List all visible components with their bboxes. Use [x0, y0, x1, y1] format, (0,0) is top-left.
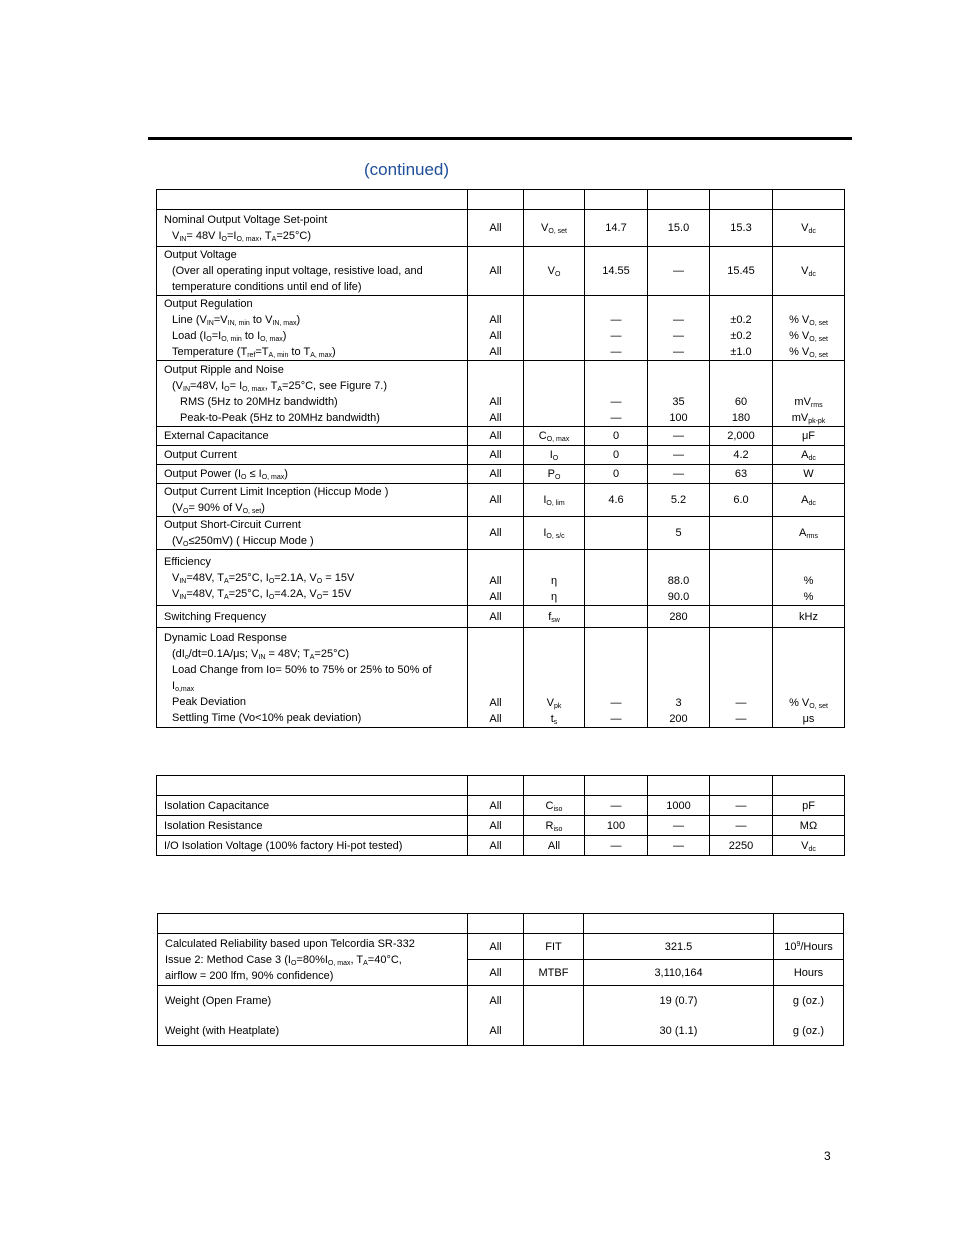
typ-cell: 280 [648, 606, 710, 628]
header-cell [468, 914, 524, 934]
max-cell: — [710, 816, 773, 836]
header-cell [584, 914, 774, 934]
symbol-cell: $C_{O, max}$ [524, 427, 585, 446]
device-cell: All [468, 836, 524, 856]
header-cell [710, 190, 773, 210]
table-row [157, 484, 845, 517]
max-cell: 4.2 [710, 446, 773, 465]
header-cell [158, 914, 468, 934]
symbol-cell: $V_{O, set}$ [524, 210, 585, 247]
parameter-cell: Output Power $(I_O \le I_{O, max})$ [157, 465, 468, 484]
min-cell [585, 606, 648, 628]
unit-cell: $V_{dc}$ [773, 836, 845, 856]
typ-cell: 3 200 [648, 628, 710, 728]
unit-cell: W [773, 465, 845, 484]
max-cell: 15.45 [710, 247, 773, 296]
unit-cell: $A_{rms}$ [773, 517, 845, 550]
min-cell: 14.55 [585, 247, 648, 296]
parameter-cell: Switching Frequency [157, 606, 468, 628]
max-cell: 6.0 [710, 484, 773, 517]
symbol-cell: FIT [524, 934, 584, 960]
typ-cell: — [648, 836, 710, 856]
max-cell: 15.3 [710, 210, 773, 247]
typ-cell: — [648, 816, 710, 836]
unit-cell: % % [773, 550, 845, 606]
unit-cell: $A_{dc}$ [773, 446, 845, 465]
typ-cell: — — — [648, 296, 710, 361]
continued-label: (continued) [364, 160, 450, 179]
header-cell [524, 914, 584, 934]
min-cell: — — [585, 628, 648, 728]
symbol-cell: $C_{iso}$ [524, 796, 585, 816]
symbol-cell: $I_{O, lim}$ [524, 484, 585, 517]
table-row [157, 606, 845, 628]
max-cell [710, 517, 773, 550]
header-cell [468, 190, 524, 210]
header-cell [773, 190, 845, 210]
symbol-cell: MTBF [524, 960, 584, 986]
header-cell [468, 776, 524, 796]
unit-cell: pF [773, 796, 845, 816]
header-cell [157, 776, 468, 796]
table-row [157, 628, 845, 728]
typ-cell: — [648, 465, 710, 484]
max-cell [710, 606, 773, 628]
table-row [157, 210, 845, 247]
symbol-cell: $f_{sw}$ [524, 606, 585, 628]
min-cell: 100 [585, 816, 648, 836]
symbol-cell [524, 986, 584, 1046]
unit-cell: $V_{dc}$ [773, 210, 845, 247]
typ-cell: — [648, 446, 710, 465]
table-row [157, 247, 845, 296]
symbol-cell [524, 296, 585, 361]
symbol-cell: $I_O$ [524, 446, 585, 465]
device-cell: All All [468, 628, 524, 728]
device-cell: All [468, 465, 524, 484]
unit-cell: MΩ [773, 816, 845, 836]
unit-cell: Hours [774, 960, 844, 986]
min-cell: — — [585, 361, 648, 427]
min-cell [585, 550, 648, 606]
parameter-cell: Dynamic Load Response ($dI_o/dt=0.1A/\mu s$; $V_{IN} = 48V$; $T_A=25^\circ C$) Load Change from Io= 50% to 75% or 25% to 50% of $I_{o,max}$ Peak Deviation Settling Time (Vo<10% peak deviation) [157, 628, 468, 728]
device-cell: All [468, 247, 524, 296]
parameter-cell: Output Voltage (Over all operating input voltage, resistive load, and temperature conditions until end of life) [157, 247, 468, 296]
table-row [158, 986, 844, 1046]
min-cell: 0 [585, 427, 648, 446]
symbol-cell: $V_{pk}$ $t_s$ [524, 628, 585, 728]
min-cell: 0 [585, 465, 648, 484]
reliability-parameter-cell: Calculated Reliability based upon Telcordia SR-332 Issue 2: Method Case 3 ($I_O=80\%I_{O, max}$, $T_A=40^\circ C$, airflow = 200 lfm, 90% confidence) [158, 934, 468, 986]
max-cell: 63 [710, 465, 773, 484]
device-cell: All [468, 484, 524, 517]
typ-cell: 88.0 90.0 [648, 550, 710, 606]
max-cell: ±0.2 ±0.2 ±1.0 [710, 296, 773, 361]
device-cell: All [468, 816, 524, 836]
unit-cell: % $V_{O, set}$ % $V_{O, set}$ % $V_{O, set}$ [773, 296, 845, 361]
min-cell: 0 [585, 446, 648, 465]
symbol-cell: $V_O$ [524, 247, 585, 296]
max-cell: 2250 [710, 836, 773, 856]
max-cell: 2,000 [710, 427, 773, 446]
general-specifications-table [157, 913, 844, 1046]
weight-parameter-cell: Weight (Open Frame) Weight (with Heatplate) [158, 986, 468, 1046]
table-header-row [157, 776, 845, 796]
device-cell: All [468, 446, 524, 465]
table-row [157, 836, 845, 856]
header-cell [524, 190, 585, 210]
symbol-cell: All [524, 836, 585, 856]
min-cell: — [585, 836, 648, 856]
header-cell [710, 776, 773, 796]
header-cell [774, 914, 844, 934]
header-cell [585, 190, 648, 210]
symbol-cell: η η [524, 550, 585, 606]
header-cell [648, 776, 710, 796]
unit-cell: μF [773, 427, 845, 446]
symbol-cell [524, 361, 585, 427]
table-row [157, 517, 845, 550]
typ-cell: 5.2 [648, 484, 710, 517]
symbol-cell: $R_{iso}$ [524, 816, 585, 836]
isolation-specifications-table [156, 775, 845, 856]
header-cell [773, 776, 845, 796]
device-cell: All All All [468, 296, 524, 361]
parameter-cell: Output Current [157, 446, 468, 465]
value-cell: 3,110,164 [584, 960, 774, 986]
table-row [157, 465, 845, 484]
unit-cell: $A_{dc}$ [773, 484, 845, 517]
parameter-cell: External Capacitance [157, 427, 468, 446]
device-cell: All [468, 427, 524, 446]
table-header-row [158, 914, 844, 934]
symbol-cell: $P_O$ [524, 465, 585, 484]
symbol-cell: $I_{O, s/c}$ [524, 517, 585, 550]
typ-cell: — [648, 427, 710, 446]
device-cell: All [468, 210, 524, 247]
typ-cell: 1000 [648, 796, 710, 816]
parameter-cell: Output Regulation Line ($V_{IN}=V_{IN, min}$ to $V_{IN, max}$) Load ($I_O=I_{O, min}$ to $I_{O, max}$) Temperature ($T_{ref}=T_{A, min}$ to $T_{A, max}$) [157, 296, 468, 361]
parameter-cell: Efficiency $V_{IN}=48V$, $T_A=25^\circ C$, $I_O=2.1A$, $V_O = 15V$ $V_{IN}=48V$, $T_A=25^\circ C$, $I_O=4.2A$, $V_O= 15V$ [157, 550, 468, 606]
table-row [157, 427, 845, 446]
header-cell [157, 190, 468, 210]
page-number: 3 [824, 1149, 831, 1163]
parameter-cell: Output Current Limit Inception (Hiccup Mode ) ($V_O= 90\%$ of $V_{O, set}$) [157, 484, 468, 517]
min-cell: 14.7 [585, 210, 648, 247]
table-row [157, 446, 845, 465]
device-cell: All [468, 960, 524, 986]
unit-cell: $10^9$/Hours [774, 934, 844, 960]
max-cell: 60 180 [710, 361, 773, 427]
device-cell: All [468, 796, 524, 816]
value-cell: 19 (0.7) 30 (1.1) [584, 986, 774, 1046]
header-cell [648, 190, 710, 210]
min-cell: — [585, 796, 648, 816]
table-row [157, 361, 845, 427]
table-row [158, 934, 844, 960]
typ-cell: 35 100 [648, 361, 710, 427]
device-cell: All [468, 517, 524, 550]
typ-cell: 15.0 [648, 210, 710, 247]
unit-cell: % $V_{O, set}$ μs [773, 628, 845, 728]
max-cell [710, 550, 773, 606]
value-cell: 321.5 [584, 934, 774, 960]
header-cell [524, 776, 585, 796]
parameter-cell: Isolation Resistance [157, 816, 468, 836]
parameter-cell: Output Ripple and Noise ($V_{IN}=48V$, $I_O= I_{O, max}$, $T_A=25^\circ C$, see Figure 7.) RMS (5Hz to 20MHz bandwidth) Peak-to-Peak (5Hz to 20MHz bandwidth) [157, 361, 468, 427]
device-cell: All [468, 606, 524, 628]
typ-cell: 5 [648, 517, 710, 550]
unit-cell: g (oz.) g (oz.) [774, 986, 844, 1046]
unit-cell: $mV_{rms}$ $mV_{pk-pk}$ [773, 361, 845, 427]
typ-cell: — [648, 247, 710, 296]
device-cell: All All [468, 986, 524, 1046]
min-cell: — — — [585, 296, 648, 361]
device-cell: All All [468, 550, 524, 606]
header-rule [148, 137, 852, 140]
parameter-cell: Isolation Capacitance [157, 796, 468, 816]
parameter-cell: I/O Isolation Voltage (100% factory Hi-pot tested) [157, 836, 468, 856]
device-cell: All All [468, 361, 524, 427]
output-specifications-table [156, 189, 845, 728]
parameter-cell: Output Short-Circuit Current $(V_O\le 250mV)$ ( Hiccup Mode ) [157, 517, 468, 550]
min-cell: 4.6 [585, 484, 648, 517]
table-row [157, 816, 845, 836]
table-header-row [157, 190, 845, 210]
min-cell [585, 517, 648, 550]
header-cell [585, 776, 648, 796]
unit-cell: kHz [773, 606, 845, 628]
max-cell: — [710, 796, 773, 816]
device-cell: All [468, 934, 524, 960]
unit-cell: $V_{dc}$ [773, 247, 845, 296]
table-row [157, 296, 845, 361]
table-row [157, 550, 845, 606]
max-cell: — — [710, 628, 773, 728]
parameter-cell: Nominal Output Voltage Set-point $V_{IN}= 48V$ $I_O=I_{O, max}$, $T_A=25^\circ C$) [157, 210, 468, 247]
table-row [157, 796, 845, 816]
